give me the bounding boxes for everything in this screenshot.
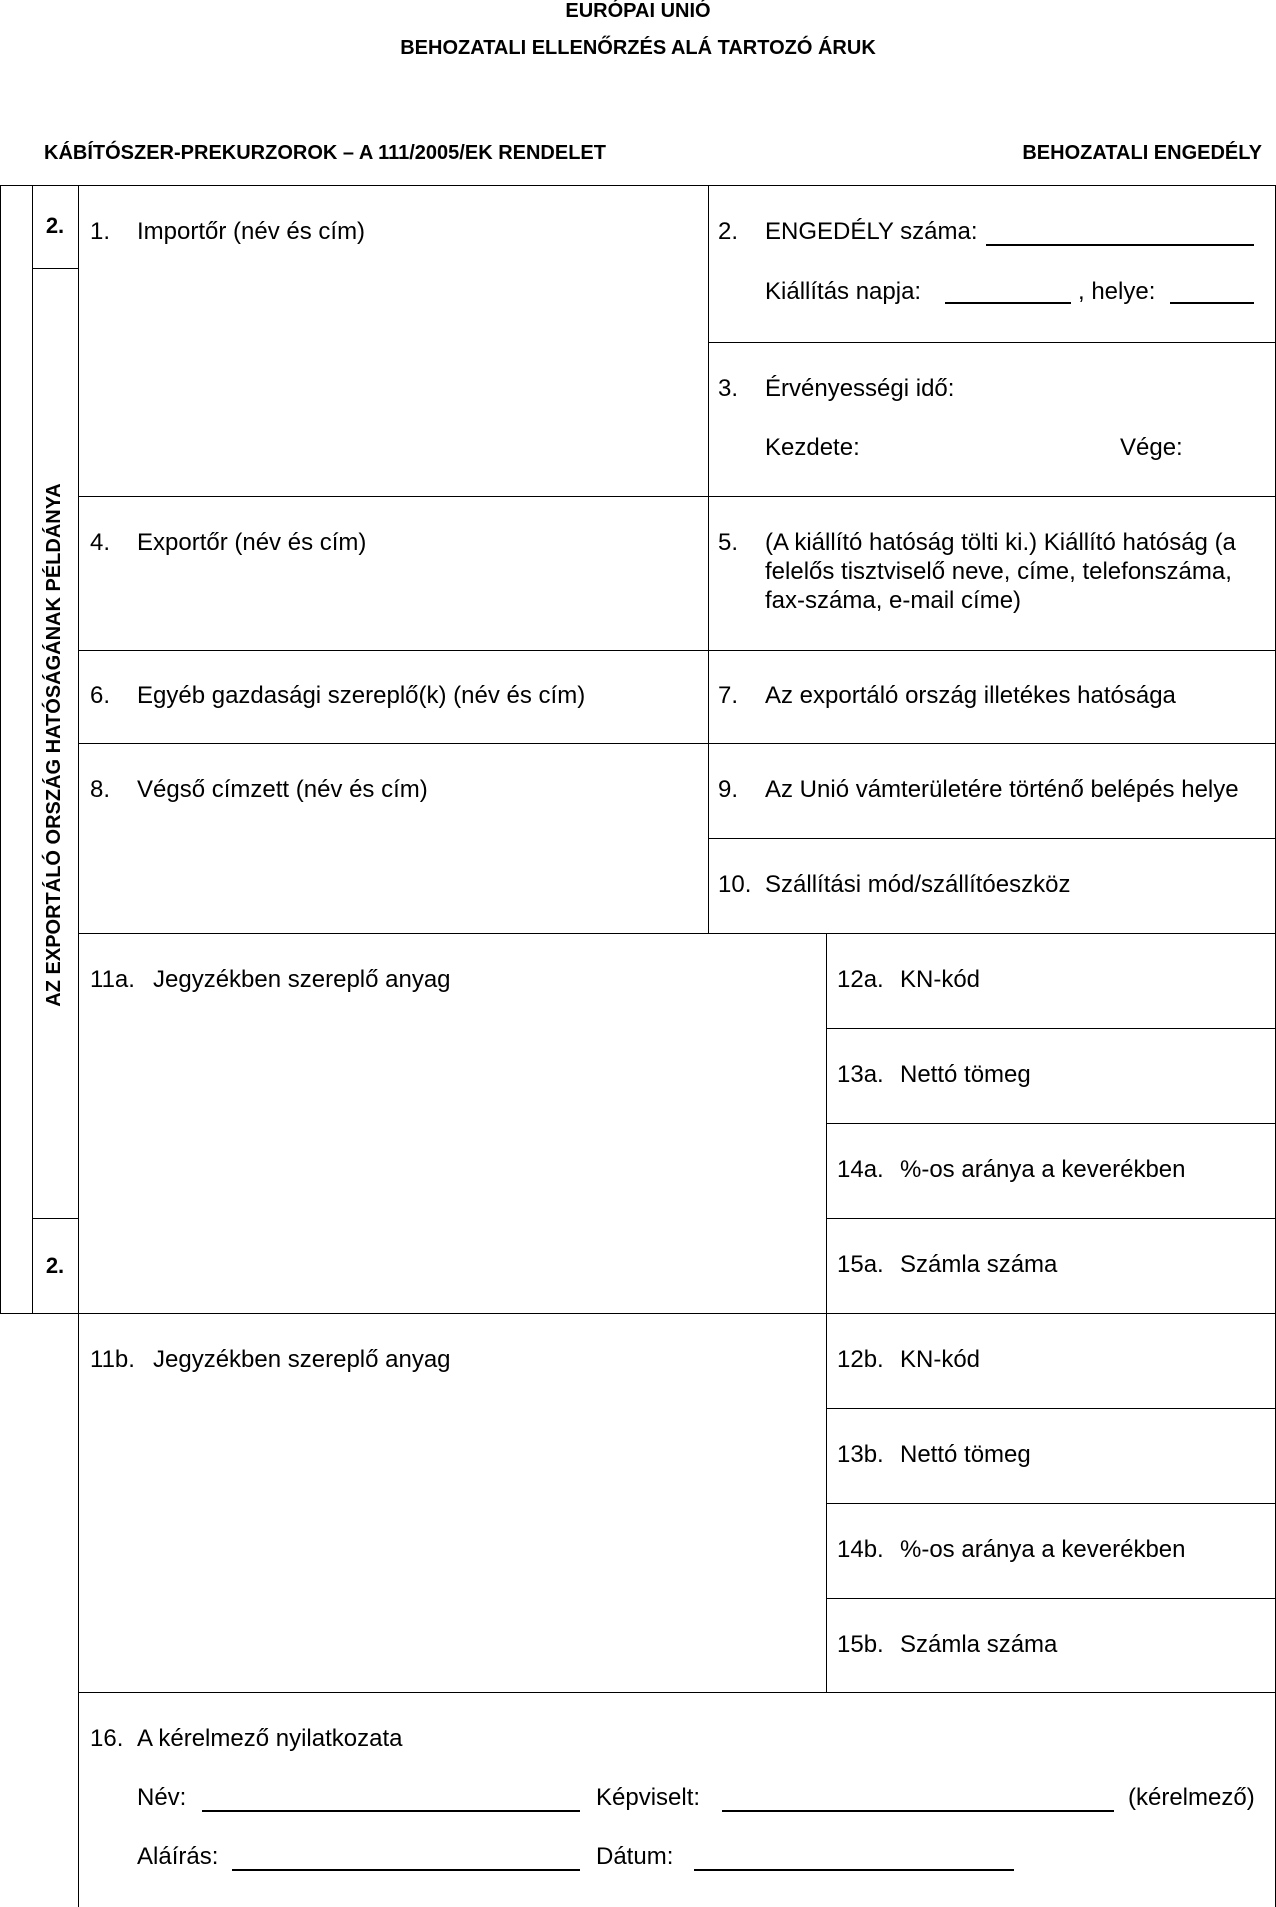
- field-label: Jegyzékben szereplő anyag: [153, 1346, 451, 1373]
- regulation-title: KÁBÍTÓSZER-PREKURZOROK – A 111/2005/EK RENDELET: [44, 142, 606, 164]
- field-number: 9.: [718, 776, 739, 803]
- field-number: 2.: [718, 218, 739, 245]
- field-label: %-os aránya a keverékben: [900, 1536, 1186, 1563]
- document-type: BEHOZATALI ENGEDÉLY: [1022, 142, 1262, 164]
- issue-place-line[interactable]: [1170, 302, 1254, 304]
- field-label: Az Unió vámterületére történő belépés helye: [765, 776, 1239, 803]
- field-label: Egyéb gazdasági szereplő(k) (név és cím): [137, 682, 586, 709]
- field-number: 4.: [90, 529, 111, 556]
- field-label: Importőr (név és cím): [137, 218, 366, 245]
- field-label: Számla száma: [900, 1251, 1058, 1278]
- copy-number-bottom: 2.: [45, 1253, 65, 1278]
- issue-place-label: , helye:: [1078, 278, 1156, 305]
- applicant-label: (kérelmező): [1128, 1784, 1255, 1811]
- field-number: 15b.: [837, 1631, 884, 1658]
- field-number: 13b.: [837, 1441, 884, 1468]
- field-label: Számla száma: [900, 1631, 1058, 1658]
- field-label: %-os aránya a keverékben: [900, 1156, 1186, 1183]
- issue-date-line[interactable]: [945, 302, 1071, 304]
- validity-end-label: Vége:: [1120, 434, 1183, 461]
- validity-start-label: Kezdete:: [765, 434, 860, 461]
- field-label-line-3: fax-száma, e-mail címe): [765, 587, 1022, 614]
- signature-label: Aláírás:: [137, 1843, 219, 1870]
- field-label-line-1: (A kiállító hatóság tölti ki.) Kiállító hatóság (a: [765, 529, 1236, 556]
- field-number: 10.: [718, 871, 752, 898]
- field-number: 7.: [718, 682, 739, 709]
- represented-line[interactable]: [722, 1810, 1114, 1812]
- license-number-line[interactable]: [986, 244, 1254, 246]
- vertical-copy-label: AZ EXPORTÁLÓ ORSZÁG HATÓSÁGÁNAK PÉLDÁNYA: [43, 483, 65, 1007]
- date-label: Dátum:: [596, 1843, 674, 1870]
- field-label: Az exportáló ország illetékes hatósága: [765, 682, 1176, 709]
- field-label: Szállítási mód/szállítóeszköz: [765, 871, 1071, 898]
- name-label: Név:: [137, 1784, 187, 1811]
- field-label: A kérelmező nyilatkozata: [137, 1725, 403, 1752]
- field-label: Jegyzékben szereplő anyag: [153, 966, 451, 993]
- field-label: ENGEDÉLY száma:: [765, 218, 978, 245]
- field-label: KN-kód: [900, 1346, 981, 1373]
- represented-label: Képviselt:: [596, 1784, 701, 1811]
- issue-date-label: Kiállítás napja:: [765, 278, 922, 305]
- field-number: 1.: [90, 218, 111, 245]
- signature-line[interactable]: [232, 1869, 580, 1871]
- field-number: 12a.: [837, 966, 884, 993]
- field-number: 8.: [90, 776, 111, 803]
- copy-number: 2.: [45, 213, 65, 238]
- name-line[interactable]: [202, 1810, 580, 1812]
- field-number: 16.: [90, 1725, 124, 1752]
- field-label: Exportőr (név és cím): [137, 529, 367, 556]
- field-label: Nettó tömeg: [900, 1441, 1031, 1468]
- field-label: Nettó tömeg: [900, 1061, 1031, 1088]
- field-number: 11b.: [90, 1346, 135, 1373]
- field-label: Érvényességi idő:: [765, 375, 955, 402]
- field-number: 6.: [90, 682, 111, 709]
- field-label: Végső címzett (név és cím): [137, 776, 428, 803]
- header-line-1: EURÓPAI UNIÓ: [565, 0, 711, 22]
- header-line-2: BEHOZATALI ELLENŐRZÉS ALÁ TARTOZÓ ÁRUK: [400, 37, 876, 59]
- field-label: KN-kód: [900, 966, 981, 993]
- field-number: 11a.: [90, 966, 135, 993]
- date-line[interactable]: [694, 1869, 1014, 1871]
- field-number: 12b.: [837, 1346, 884, 1373]
- field-number: 13a.: [837, 1061, 884, 1088]
- field-number: 15a.: [837, 1251, 884, 1278]
- field-number: 5.: [718, 529, 739, 556]
- field-label-line-2: felelős tisztviselő neve, címe, telefonszáma,: [765, 558, 1232, 585]
- field-number: 3.: [718, 375, 739, 402]
- field-number: 14a.: [837, 1156, 884, 1183]
- field-number: 14b.: [837, 1536, 884, 1563]
